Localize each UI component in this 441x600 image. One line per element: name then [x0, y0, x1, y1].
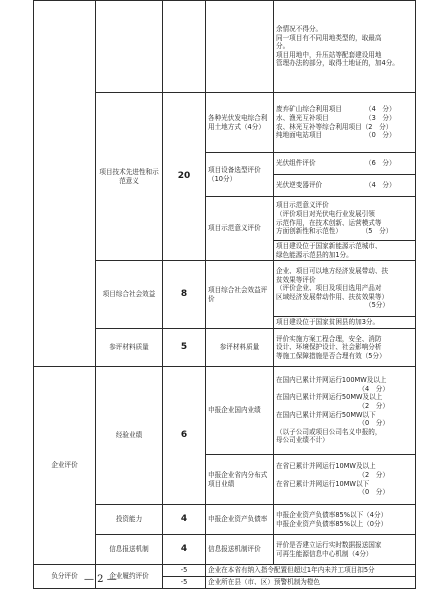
criteria-line: 申报企业资产负债率85%以下（4分）	[276, 510, 388, 519]
criteria-line: 在省已累计并网运行10MW以下	[276, 479, 370, 488]
sub-item-cell: 项目综合社会效益评价	[206, 261, 274, 329]
criteria-line: （以子公司或项目公司名义申报的，	[276, 427, 382, 436]
criteria-line: 在国内已累计并网运行50MW以下	[276, 410, 376, 419]
sub-item-cell: 项目示范意义评价	[206, 197, 274, 261]
score-cell: 4	[163, 505, 206, 535]
deduction-cell: 企业在本省有纳入指令配置但超过1年内未并工项目扣5分	[206, 565, 416, 577]
criteria-line: 农、林光互补等综合利用项目（2 分）	[276, 122, 393, 131]
criteria-line: （评价项目对光伏电行业发展引领	[276, 209, 375, 218]
criteria-line: 贫效果等评价	[276, 275, 316, 284]
criteria-line: 水、渔光互补项目 （3 分）	[276, 113, 396, 122]
category-cell: 企业评价	[34, 367, 96, 565]
table-row	[34, 367, 416, 455]
sub-item-cell: 信息报送机制评价	[206, 535, 274, 565]
sub-item-cell: 各种光伏发电综合利用土地方式（4分）	[206, 93, 274, 153]
criteria-line: 项目用地中，升压站等配套建设用地	[276, 50, 382, 59]
criteria-line: 企业、项目可以地方经济发展带动、扶	[276, 267, 389, 276]
item-cell: 项目技术先进性和示范意义	[96, 93, 163, 261]
criteria-line: 等施工保障措施是否合理有效（5分）	[276, 351, 386, 360]
score-cell	[163, 1, 206, 93]
sub-item-cell: 参评材料质量	[206, 329, 274, 367]
item-cell: 参评材料质量	[96, 329, 163, 367]
score-cell: 4	[163, 535, 206, 565]
score-cell: 5	[163, 329, 206, 367]
criteria-cell	[274, 505, 416, 535]
criteria-line: 在省已累计并网运行10MW及以上	[276, 462, 376, 471]
criteria-cell	[274, 93, 416, 153]
criteria-cell	[274, 367, 416, 455]
criteria-line: 余情况不得分。	[276, 25, 323, 34]
criteria-line: 区域经济发展带动作用、扶贫效果等）	[276, 292, 389, 301]
criteria-line: 示范作用，在技术创新、运营模式等	[276, 218, 382, 227]
criteria-line: 评价是否建立运行实时数据报送国家	[276, 540, 382, 549]
score-cell: 8	[163, 261, 206, 329]
criteria-cell	[274, 455, 416, 505]
criteria-line: 项目示范意义评价	[276, 201, 329, 210]
sub-item-cell: 申报企业省内分布式项目业绩	[206, 455, 274, 505]
score-cell: -5	[163, 577, 206, 589]
score-cell: -5	[163, 565, 206, 577]
sub-item-cell: 申报企业资产负债率	[206, 505, 274, 535]
criteria-cell	[274, 329, 416, 367]
page-number: — 2 —	[84, 574, 117, 585]
criteria-line: 母公司业绩不计）	[276, 436, 329, 445]
criteria-line: 同一项目有不同用地类型的，取最高	[276, 33, 382, 42]
criteria-line: 光伏组件评价 （6 分）	[276, 159, 396, 168]
sub-item-cell: 项目设备选型评价（10分）	[206, 153, 274, 197]
criteria-line: （0 分）	[276, 419, 389, 428]
criteria-line: 可再生能源信息中心机制（4分）	[276, 549, 373, 558]
criteria-cell	[274, 317, 416, 329]
item-cell: 经验业绩	[96, 367, 163, 505]
criteria-cell	[274, 175, 416, 197]
criteria-line: 评价实施方案工程合理，安全、消防	[276, 334, 382, 343]
item-cell	[96, 1, 163, 93]
criteria-cell	[274, 1, 416, 93]
criteria-cell	[274, 261, 416, 317]
criteria-line: （2 分）	[276, 470, 389, 479]
criteria-line: 光伏逆变器评价 （4 分）	[276, 181, 396, 190]
criteria-line: 在国内已累计并网运行100MW及以上	[276, 376, 387, 385]
score-cell: 6	[163, 367, 206, 505]
criteria-cell	[274, 241, 416, 261]
criteria-line: 方面创新性和示范性） （5 分）	[276, 227, 393, 236]
criteria-line: 管理办法的部分，取得土地证的，加4分。	[276, 59, 399, 68]
criteria-line: （2 分）	[276, 401, 389, 410]
criteria-line: （5分）	[276, 301, 389, 310]
criteria-cell	[274, 535, 416, 565]
deduction-cell: 企业所在县（市、区）预警机制为橙色	[206, 577, 416, 589]
item-cell: 企业履约评价	[96, 565, 163, 589]
scoring-table	[33, 0, 416, 589]
sub-item-cell	[206, 1, 274, 93]
criteria-line: 分。	[276, 42, 290, 51]
criteria-line: 设计、环境保护设计、社会影响分析	[276, 343, 382, 352]
item-cell: 信息报送机制	[96, 535, 163, 565]
score-cell: 20	[163, 93, 206, 261]
criteria-line: 绿色能源示范县的加1分。	[276, 250, 353, 259]
table-row	[34, 1, 416, 93]
criteria-line: 申报企业资产负债率85%以上（0分）	[276, 519, 388, 528]
category-cell: 负分评价	[34, 565, 96, 589]
item-cell: 项目综合社会效益	[96, 261, 163, 329]
criteria-line: （4 分）	[276, 384, 389, 393]
category-cell	[34, 1, 96, 367]
criteria-line: 项目建设位于国家贫困县的加3分。	[276, 318, 380, 327]
criteria-line: 项目建设位于国家新能源示范城市、	[276, 241, 382, 250]
criteria-cell	[274, 153, 416, 175]
sub-item-cell: 申报企业国内业绩	[206, 367, 274, 455]
criteria-line: （评价企业、项目及项目选用产品对	[276, 284, 382, 293]
criteria-cell	[274, 197, 416, 241]
criteria-line: （0 分）	[276, 488, 389, 497]
item-cell: 投资能力	[96, 505, 163, 535]
criteria-line: 在国内已累计并网运行50MW及以上	[276, 393, 383, 402]
criteria-line: 纯地面电站项目 （0 分）	[276, 131, 396, 140]
criteria-line: 废弃矿山综合利用项目 （4 分）	[276, 105, 396, 114]
